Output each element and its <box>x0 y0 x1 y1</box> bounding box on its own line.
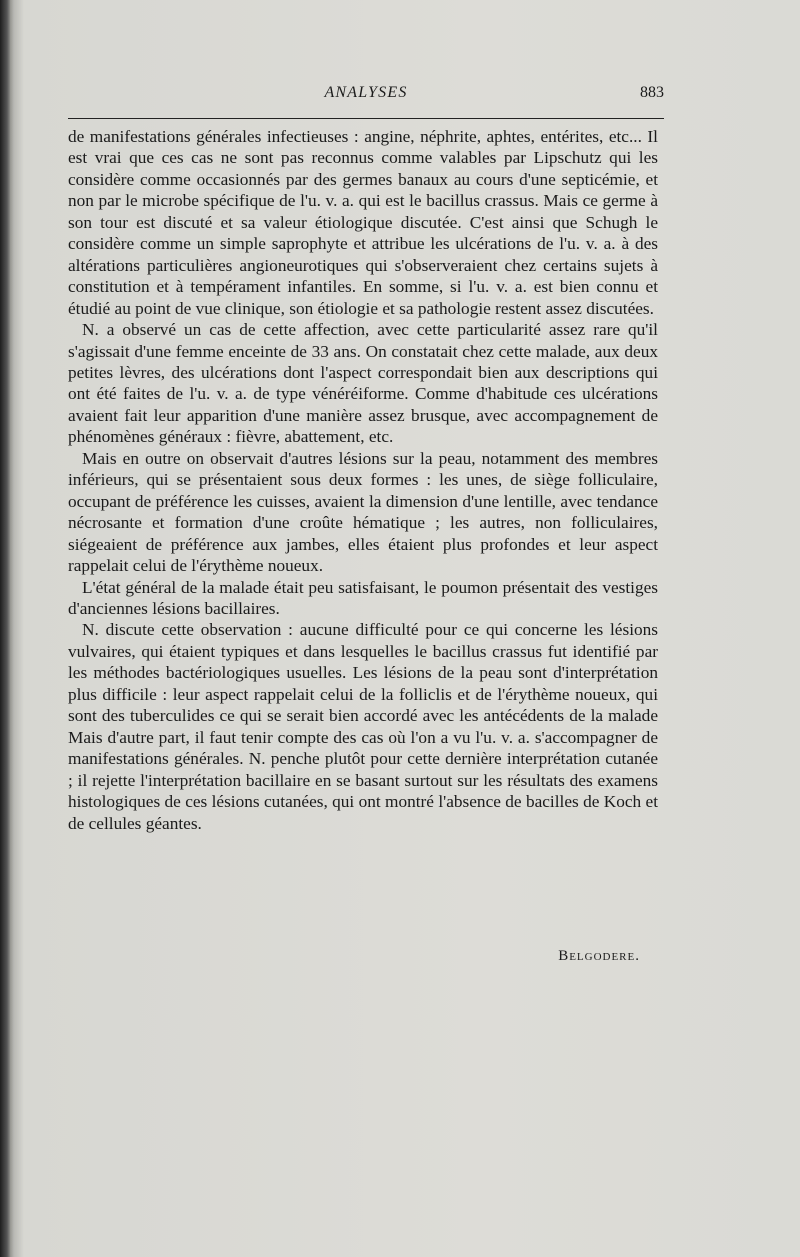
running-title: ANALYSES <box>324 84 408 101</box>
paragraph: L'état général de la malade était peu satisfaisant, le poumon présentait des vestiges d'anciennes lésions bacillaires. <box>68 577 658 618</box>
book-gutter <box>0 0 10 1257</box>
paragraph: N. discute cette observation : aucune difficulté pour ce qui concerne les lésions vulvaires, qui étaient typiques et dans lesquelles le bacillus crassus fut identifié par les méthodes bactériologiques usuelles. Les lésions de la peau sont d'interprétation plus difficile : leur aspect rappelait celui de la folliclis et de l'érythème noueux, qui sont des tuberculides ce qui se serait bien accordé avec les antécédents de la malade Mais d'autre part, il faut tenir compte des cas où l'on a vu l'u. v. a. s'accompagner de manifestations générales. N. penche plutôt pour cette dernière interprétation cutanée ; il rejette l'interprétation bacillaire en se basant surtout sur les résultats des examens histologiques de ces lésions cutanées, qui ont montré l'absence de bacilles de Koch et de cellules géantes. <box>68 620 658 833</box>
header-rule <box>68 118 664 119</box>
page-header <box>68 84 664 110</box>
article-body <box>68 126 658 834</box>
paragraph: Mais en outre on observait d'autres lésions sur la peau, notamment des membres inférieurs, qui se présentaient sous deux formes : les unes, de siège folliculaire, occupant de préférence les cuisses, avaient la dimension d'une lentille, avec tendance nécrosante et formation d'une croûte hématique ; les autres, non folliculaires, siégeaient de préférence aux jambes, elles étaient plus profondes et leur aspect rappelait celui de l'érythème noueux. <box>68 448 658 576</box>
paragraph: de manifestations générales infectieuses : angine, néphrite, aphtes, entérites, etc... Il est vrai que ces cas ne sont pas reconnus comme valables par Lipschutz qui les considère comme occasionnés par des germes banaux au cours d'une septicémie, et non par le microbe spécifique de l'u. v. a. qui est le bacillus crassus. Mais ce germe à son tour est discuté et sa valeur étiologique discutée. C'est ainsi que Schugh le considère comme un simple saprophyte et attribue les ulcérations de l'u. v. a. à des altérations particulières angioneurotiques qui s'observeraient chez certains sujets à constitution et à tempérament infantiles. En somme, si l'u. v. a. est bien connu et étudié au point de vue clinique, son étiologie et sa pathologie restent assez discutées. <box>68 127 658 318</box>
author-signature: Belgodere. <box>558 948 640 964</box>
page-number: 883 <box>640 84 664 101</box>
paragraph: N. a observé un cas de cette affection, avec cette particularité assez rare qu'il s'agissait d'une femme enceinte de 33 ans. On constatait chez cette malade, aux deux petites lèvres, des ulcérations dont l'aspect correspondait bien aux descriptions qui ont été faites de l'u. v. a. de type vénéréiforme. Comme d'habitude ces ulcérations avaient fait leur apparition d'une manière assez brusque, avec accompagnement de phénomènes généraux : fièvre, abattement, etc. <box>68 320 658 447</box>
